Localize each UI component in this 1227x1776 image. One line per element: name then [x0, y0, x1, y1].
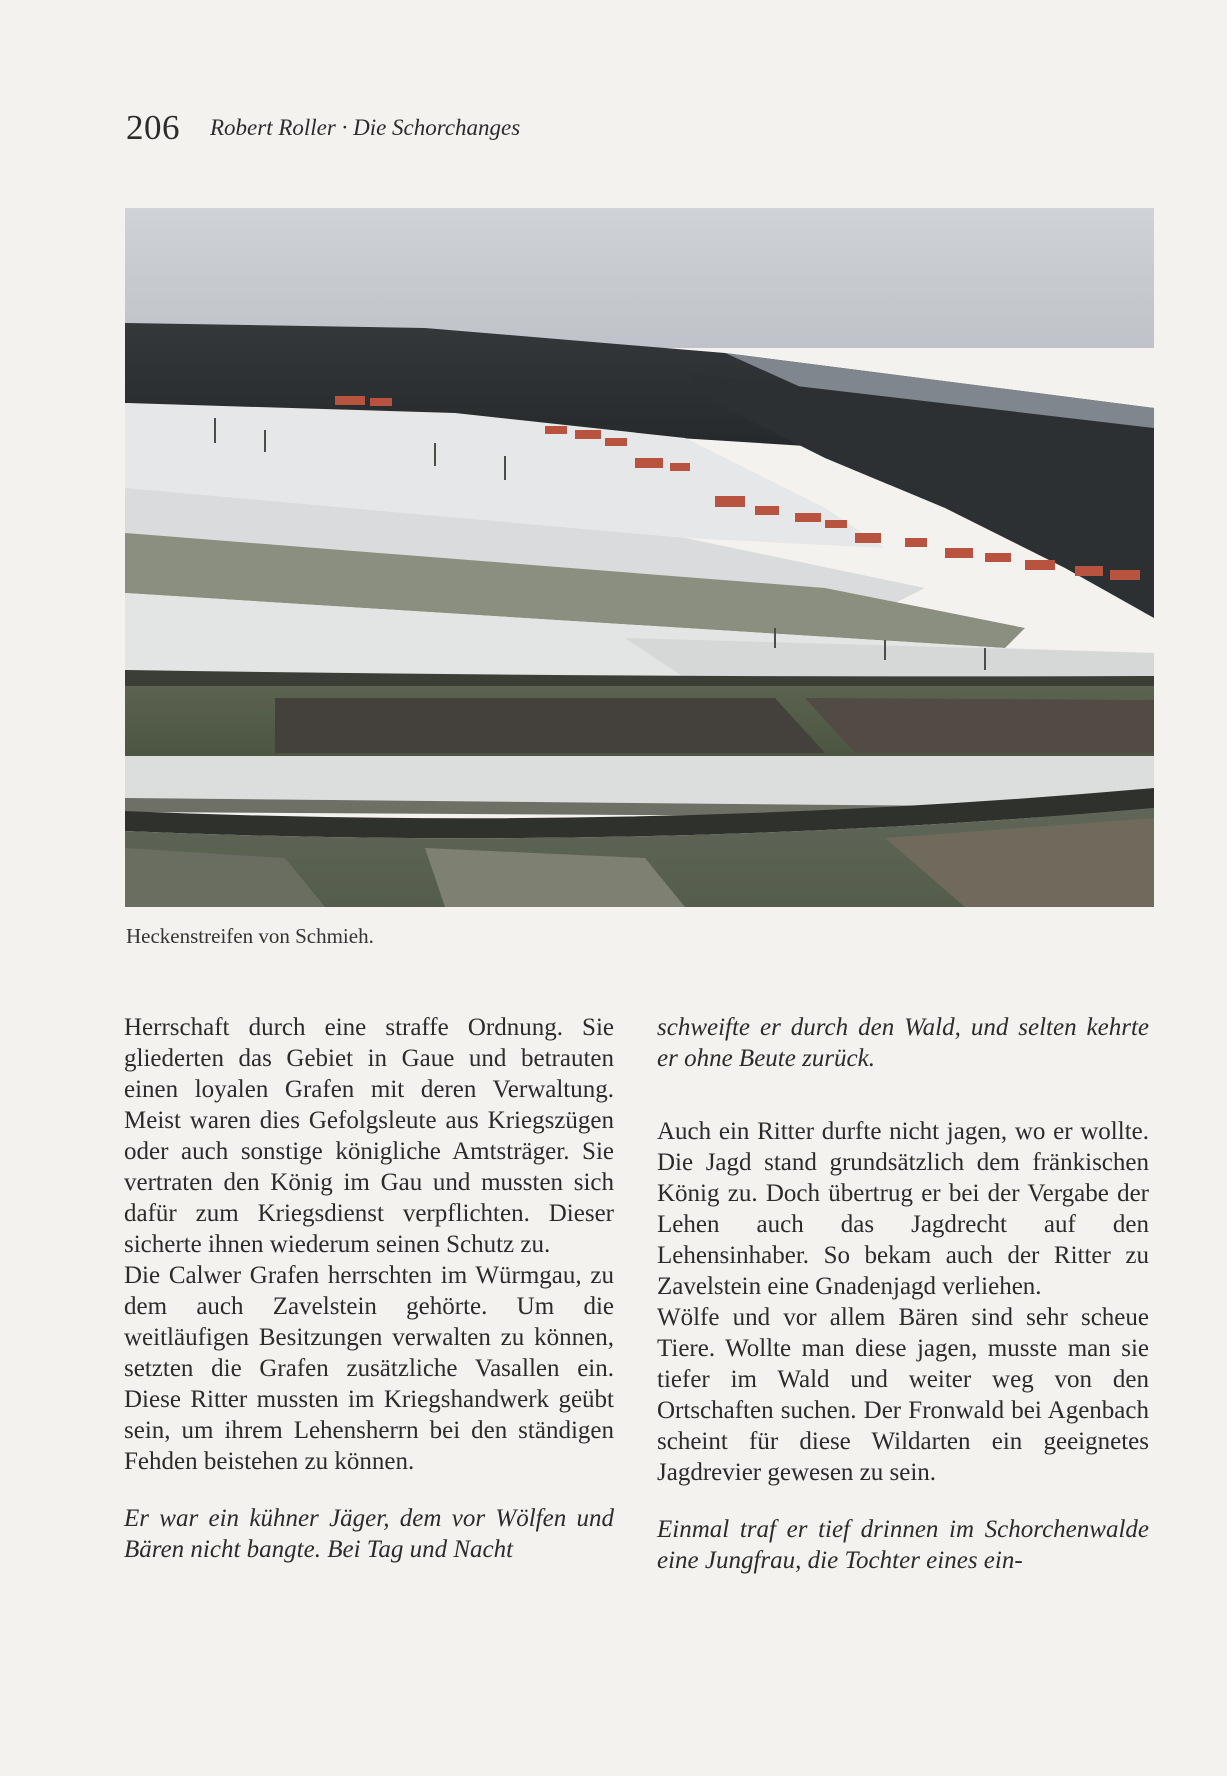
figure-caption: Heckenstreifen von Schmieh. — [126, 924, 374, 948]
page-number: 206 — [126, 108, 180, 147]
italic-paragraph: schweifte er durch den Wald, und selten kehrte er ohne Beute zurück. — [657, 1014, 1149, 1072]
landscape-photo — [125, 208, 1154, 907]
paragraph: Auch ein Ritter durfte nicht jagen, wo er wollte. Die Jagd stand grundsätzlich dem fränkischen König zu. Doch übertrug er bei der Vergabe der Lehen auch das Jagdrecht auf den Lehensinhaber. So bekam auch der Ritter zu Zavelstein eine Gnadenjagd verliehen. — [657, 1118, 1149, 1300]
left-column — [124, 1012, 614, 1565]
paragraph: Wölfe und vor allem Bären sind sehr scheue Tiere. Wollte man diese jagen, musste man sie tiefer im Wald und weiter weg von den Ortschaften suchen. Der Fronwald bei Agenbach scheint für diese Wildarten ein geeignetes Jagdrevier gewesen zu sein. — [657, 1304, 1149, 1486]
paragraph: Herrschaft durch eine straffe Ordnung. Sie gliederten das Gebiet in Gaue und betrauten einen loyalen Grafen mit deren Verwaltung. Meist waren dies Gefolgsleute aus Kriegszügen oder auch sonstige königliche Amtsträger. Sie vertraten den König im Gau und mussten sich dafür zum Kriegsdienst verpflichten. Dieser sicherte ihnen wiederum seinen Schutz zu. — [124, 1014, 614, 1258]
paragraph: Die Calwer Grafen herrschten im Würmgau, zu dem auch Zavelstein gehörte. Um die weitläufigen Besitzungen verwalten zu können, setzten die Grafen zusätzliche Vasallen ein. Diese Ritter mussten im Kriegshandwerk geübt sein, um ihrem Lehensherrn bei den ständigen Fehden beistehen zu können. — [124, 1262, 614, 1475]
italic-paragraph: Einmal traf er tief drinnen im Schorchenwalde eine Jungfrau, die Tochter eines ein- — [657, 1516, 1149, 1574]
page-header — [126, 108, 520, 148]
right-column — [657, 1012, 1149, 1576]
italic-paragraph: Er war ein kühner Jäger, dem vor Wölfen und Bären nicht bangte. Bei Tag und Nacht — [124, 1505, 614, 1563]
running-title: Robert Roller · Die Schorchanges — [210, 115, 521, 140]
aerial-landscape-image — [125, 208, 1154, 907]
